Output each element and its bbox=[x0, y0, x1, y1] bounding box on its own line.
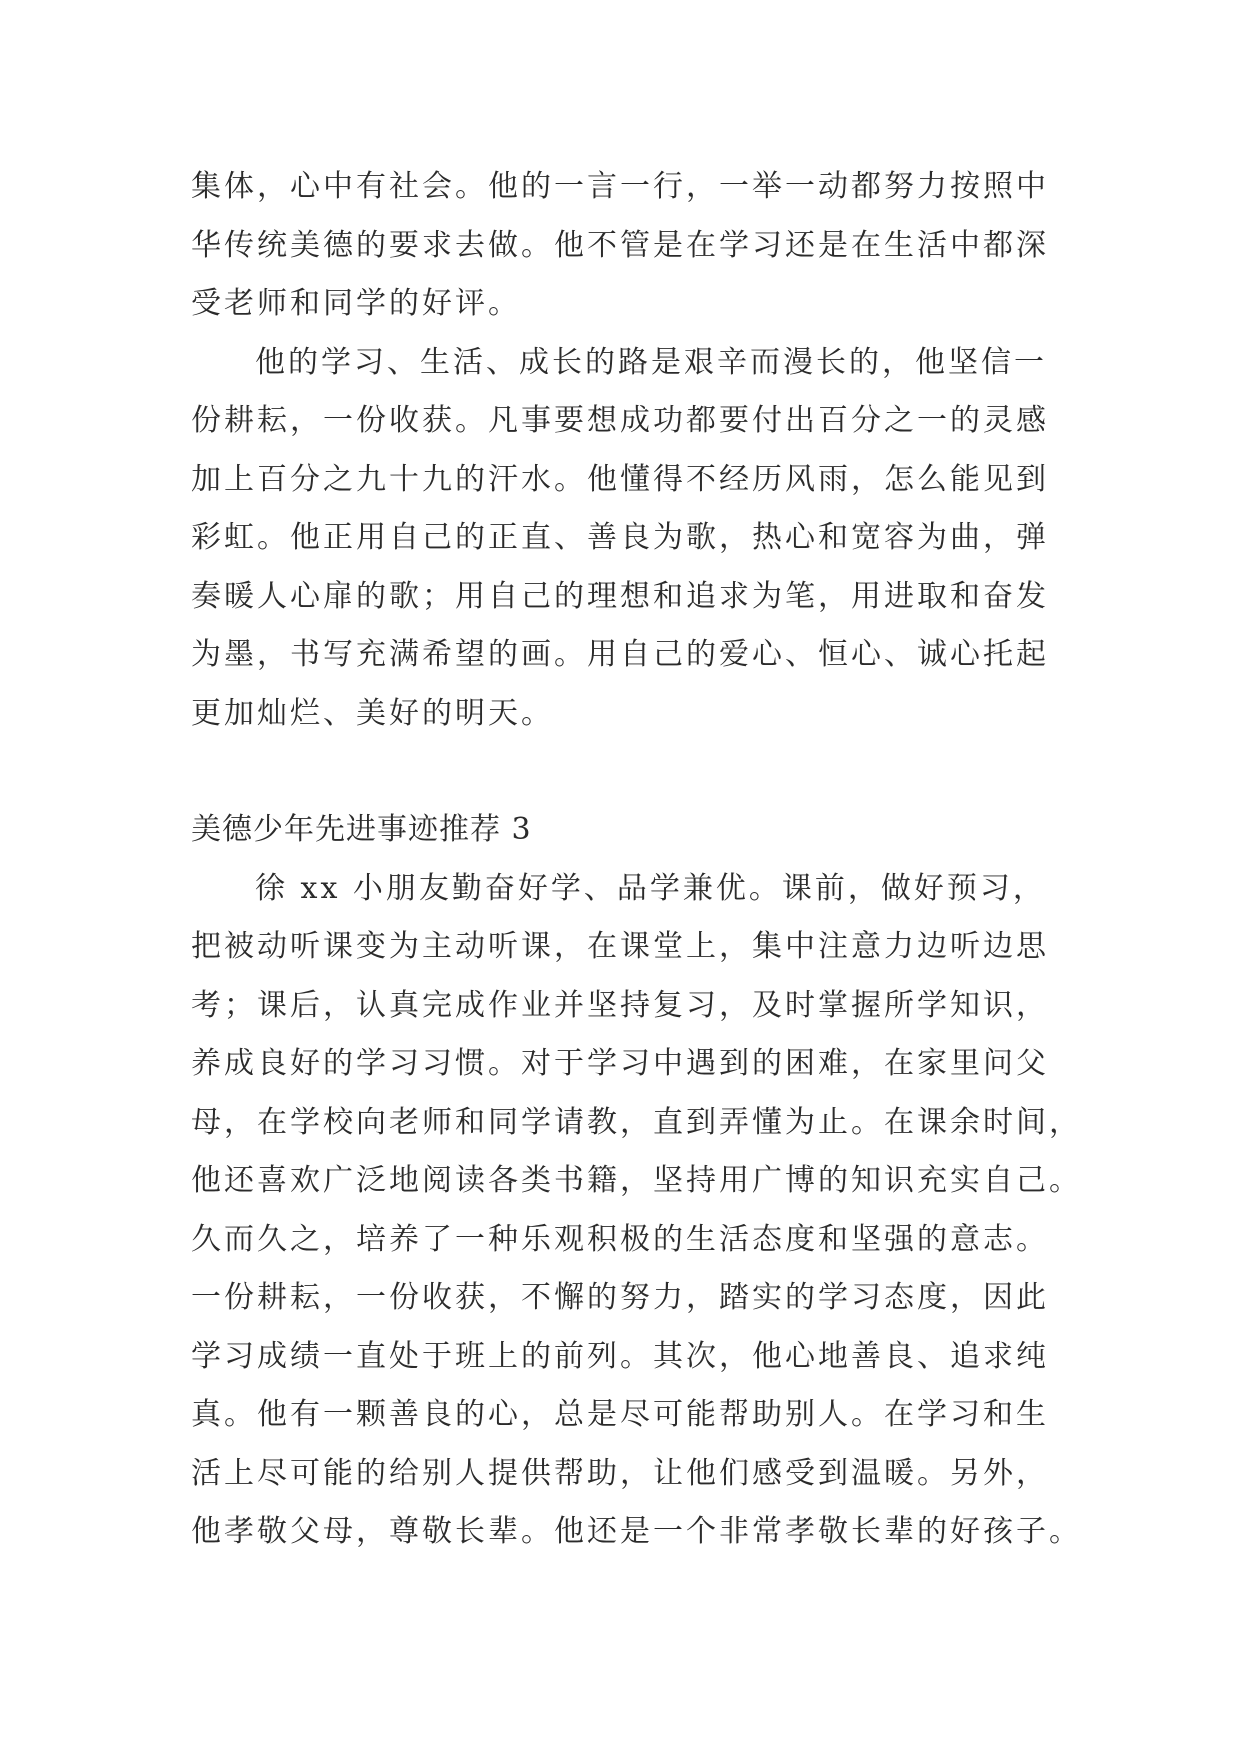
text-line: 奏暖人心扉的歌；用自己的理想和追求为笔，用进取和奋发 bbox=[191, 578, 1049, 614]
text-line: 受老师和同学的好评。 bbox=[191, 286, 521, 321]
text-line: 份耕耘，一份收获。凡事要想成功都要付出百分之一的灵感 bbox=[191, 403, 1049, 438]
text-line: 为墨，书写充满希望的画。用自己的爱心、恒心、诚心托起 bbox=[191, 637, 1049, 672]
text-line: 加上百分之九十九的汗水。他懂得不经历风雨，怎么能见到 bbox=[191, 461, 1049, 497]
section-heading: 美德少年先进事迹推荐 3 bbox=[191, 812, 532, 847]
text-line: 真。他有一颗善良的心，总是尽可能帮助别人。在学习和生 bbox=[191, 1397, 1049, 1432]
text-line: 久而久之，培养了一种乐观积极的生活态度和坚强的意志。 bbox=[191, 1221, 1049, 1257]
text-line: 母，在学校向老师和同学请教，直到弄懂为止。在课余时间， bbox=[191, 1104, 1082, 1140]
text-line: 一份耕耘，一份收获，不懈的努力，踏实的学习态度，因此 bbox=[191, 1280, 1049, 1315]
paragraph-1 bbox=[191, 158, 1055, 334]
paragraph-2 bbox=[191, 334, 1055, 744]
text-line: 更加灿烂、美好的明天。 bbox=[191, 695, 554, 731]
text-line: 活上尽可能的给别人提供帮助，让他们感受到温暖。另外， bbox=[191, 1455, 1049, 1491]
paragraph-3 bbox=[191, 860, 1082, 1562]
text-line: 集体，心中有社会。他的一言一行，一举一动都努力按照中 bbox=[191, 169, 1049, 204]
paragraph-spacer bbox=[191, 743, 1055, 801]
text-line: 学习成绩一直处于班上的前列。其次，他心地善良、追求纯 bbox=[191, 1338, 1049, 1374]
document-body bbox=[191, 158, 1082, 1562]
text-line: 他孝敬父母，尊敬长辈。他还是一个非常孝敬长辈的好孩子。 bbox=[191, 1514, 1082, 1549]
text-line: 把被动听课变为主动听课，在课堂上，集中注意力边听边思 bbox=[191, 929, 1049, 964]
text-line: 他还喜欢广泛地阅读各类书籍，坚持用广博的知识充实自己。 bbox=[191, 1163, 1082, 1198]
text-line: 考；课后，认真完成作业并坚持复习，及时掌握所学知识， bbox=[191, 987, 1049, 1023]
text-line: 彩虹。他正用自己的正直、善良为歌，热心和宽容为曲，弹 bbox=[191, 520, 1049, 555]
text-line: 养成良好的学习习惯。对于学习中遇到的困难，在家里问父 bbox=[191, 1046, 1049, 1081]
text-line: 徐 xx 小朋友勤奋好学、品学兼优。课前，做好预习， bbox=[255, 870, 1046, 906]
text-line: 他的学习、生活、成长的路是艰辛而漫长的，他坚信一 bbox=[255, 344, 1047, 380]
text-line: 华传统美德的要求去做。他不管是在学习还是在生活中都深 bbox=[191, 227, 1049, 263]
